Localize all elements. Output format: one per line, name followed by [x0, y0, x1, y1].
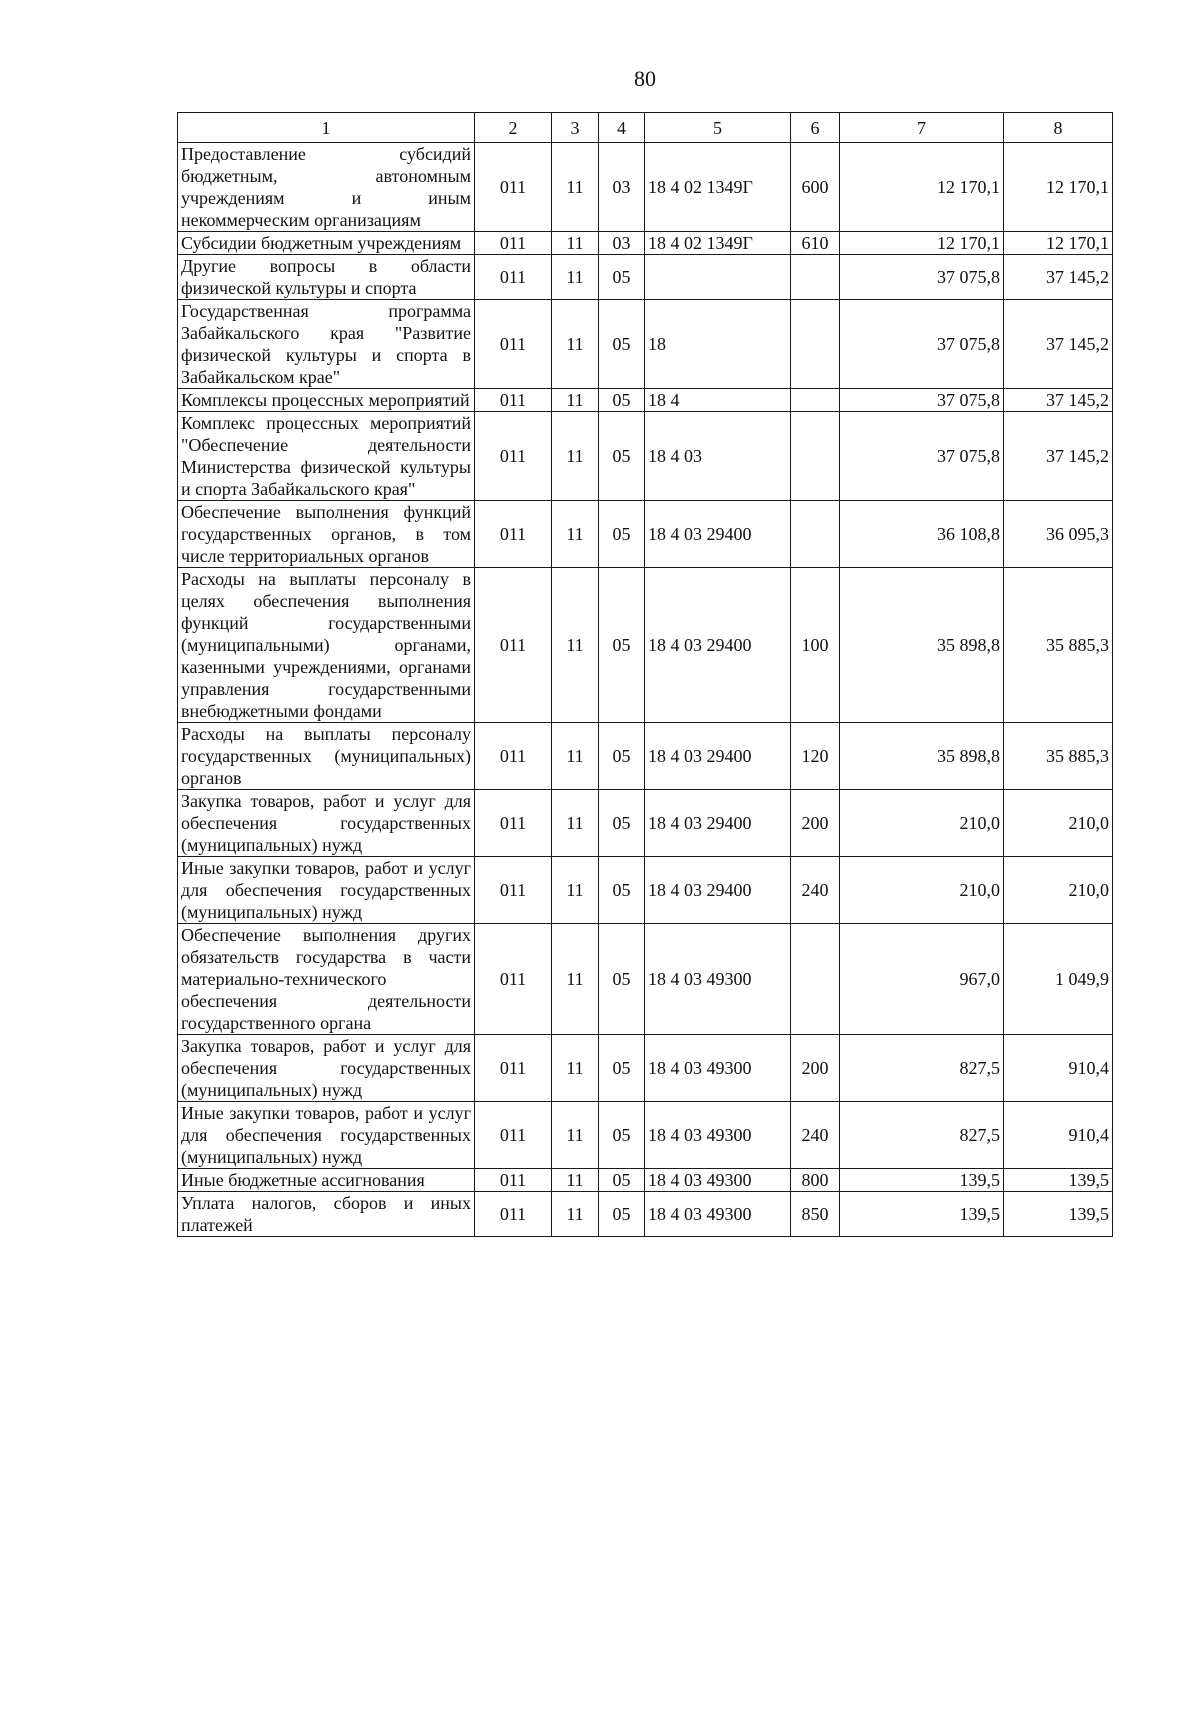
table-row — [178, 255, 1113, 300]
cell-code-4: 05 — [599, 300, 645, 389]
cell-code-2: 011 — [475, 300, 552, 389]
cell-target-code: 18 4 03 49300 — [645, 1192, 791, 1237]
row-name: Расходы на выплаты персоналу государственных (муниципальных) органов — [178, 723, 475, 790]
cell-amount-8: 37 145,2 — [1004, 300, 1113, 389]
cell-amount-8: 37 145,2 — [1004, 412, 1113, 501]
cell-amount-7: 35 898,8 — [840, 568, 1004, 723]
column-header-3: 3 — [552, 113, 599, 143]
cell-target-code: 18 4 02 1349Г — [645, 143, 791, 232]
cell-code-2: 011 — [475, 143, 552, 232]
column-header-6: 6 — [791, 113, 840, 143]
cell-expense-type — [791, 501, 840, 568]
cell-code-3: 11 — [552, 300, 599, 389]
table-row — [178, 1035, 1113, 1102]
row-name: Расходы на выплаты персоналу в целях обеспечения выполнения функций государственными (муниципальными) органами, казенными учреждениями, органами управления государственными внебюджетными фондами — [178, 568, 475, 723]
row-name: Иные бюджетные ассигнования — [178, 1169, 475, 1192]
table-row — [178, 1192, 1113, 1237]
table-row — [178, 501, 1113, 568]
row-name: Обеспечение выполнения других обязательств государства в части материально-технического обеспечения деятельности государственного органа — [178, 924, 475, 1035]
table-row — [178, 143, 1113, 232]
cell-code-2: 011 — [475, 1102, 552, 1169]
budget-table — [177, 112, 1113, 1237]
cell-code-4: 05 — [599, 723, 645, 790]
table-row — [178, 568, 1113, 723]
row-name: Субсидии бюджетным учреждениям — [178, 232, 475, 255]
cell-code-3: 11 — [552, 1035, 599, 1102]
cell-code-2: 011 — [475, 501, 552, 568]
cell-code-3: 11 — [552, 232, 599, 255]
cell-expense-type: 200 — [791, 790, 840, 857]
cell-expense-type: 200 — [791, 1035, 840, 1102]
cell-amount-7: 139,5 — [840, 1169, 1004, 1192]
cell-target-code: 18 4 03 29400 — [645, 723, 791, 790]
cell-code-3: 11 — [552, 1169, 599, 1192]
row-name: Закупка товаров, работ и услуг для обеспечения государственных (муниципальных) нужд — [178, 1035, 475, 1102]
row-name: Предоставление субсидий бюджетным, автономным учреждениям и иным некоммерческим организациям — [178, 143, 475, 232]
cell-code-2: 011 — [475, 790, 552, 857]
cell-amount-8: 37 145,2 — [1004, 389, 1113, 412]
row-name: Государственная программа Забайкальского края "Развитие физической культуры и спорта в Забайкальском крае" — [178, 300, 475, 389]
row-name: Иные закупки товаров, работ и услуг для обеспечения государственных (муниципальных) нужд — [178, 1102, 475, 1169]
cell-code-3: 11 — [552, 143, 599, 232]
cell-code-4: 05 — [599, 790, 645, 857]
cell-code-3: 11 — [552, 501, 599, 568]
cell-code-2: 011 — [475, 232, 552, 255]
cell-expense-type — [791, 412, 840, 501]
cell-code-2: 011 — [475, 389, 552, 412]
row-name: Обеспечение выполнения функций государственных органов, в том числе территориальных органов — [178, 501, 475, 568]
cell-code-4: 05 — [599, 568, 645, 723]
cell-code-4: 05 — [599, 1192, 645, 1237]
cell-code-2: 011 — [475, 857, 552, 924]
cell-amount-8: 12 170,1 — [1004, 143, 1113, 232]
table-row — [178, 723, 1113, 790]
cell-code-4: 05 — [599, 857, 645, 924]
cell-amount-7: 37 075,8 — [840, 389, 1004, 412]
cell-expense-type: 240 — [791, 857, 840, 924]
cell-amount-7: 37 075,8 — [840, 412, 1004, 501]
header-row — [178, 113, 1113, 143]
table-row — [178, 300, 1113, 389]
cell-target-code: 18 4 03 29400 — [645, 857, 791, 924]
cell-target-code: 18 4 03 49300 — [645, 1102, 791, 1169]
cell-expense-type — [791, 300, 840, 389]
cell-target-code: 18 4 03 29400 — [645, 501, 791, 568]
cell-code-2: 011 — [475, 255, 552, 300]
cell-amount-7: 37 075,8 — [840, 255, 1004, 300]
cell-amount-8: 35 885,3 — [1004, 723, 1113, 790]
cell-expense-type: 800 — [791, 1169, 840, 1192]
cell-amount-8: 37 145,2 — [1004, 255, 1113, 300]
cell-expense-type — [791, 389, 840, 412]
cell-amount-8: 139,5 — [1004, 1169, 1113, 1192]
cell-expense-type — [791, 924, 840, 1035]
cell-code-4: 05 — [599, 389, 645, 412]
cell-target-code: 18 4 03 49300 — [645, 1169, 791, 1192]
cell-code-3: 11 — [552, 389, 599, 412]
cell-amount-7: 139,5 — [840, 1192, 1004, 1237]
cell-amount-7: 37 075,8 — [840, 300, 1004, 389]
cell-code-3: 11 — [552, 255, 599, 300]
column-header-5: 5 — [645, 113, 791, 143]
row-name: Комплекс процессных мероприятий "Обеспечение деятельности Министерства физической культуры и спорта Забайкальского края" — [178, 412, 475, 501]
cell-target-code: 18 — [645, 300, 791, 389]
table-row — [178, 857, 1113, 924]
cell-code-4: 05 — [599, 255, 645, 300]
cell-code-3: 11 — [552, 790, 599, 857]
cell-code-3: 11 — [552, 568, 599, 723]
cell-code-4: 05 — [599, 501, 645, 568]
cell-code-4: 05 — [599, 412, 645, 501]
cell-expense-type: 610 — [791, 232, 840, 255]
cell-target-code: 18 4 03 29400 — [645, 568, 791, 723]
cell-code-2: 011 — [475, 924, 552, 1035]
cell-code-3: 11 — [552, 1192, 599, 1237]
table-row — [178, 1102, 1113, 1169]
cell-code-4: 03 — [599, 143, 645, 232]
cell-code-4: 03 — [599, 232, 645, 255]
cell-expense-type: 600 — [791, 143, 840, 232]
cell-expense-type: 240 — [791, 1102, 840, 1169]
cell-code-2: 011 — [475, 1035, 552, 1102]
cell-expense-type: 120 — [791, 723, 840, 790]
cell-expense-type — [791, 255, 840, 300]
table-row — [178, 232, 1113, 255]
table-row — [178, 1169, 1113, 1192]
column-header-8: 8 — [1004, 113, 1113, 143]
cell-amount-7: 827,5 — [840, 1102, 1004, 1169]
cell-target-code: 18 4 03 — [645, 412, 791, 501]
cell-amount-8: 210,0 — [1004, 857, 1113, 924]
row-name: Другие вопросы в области физической культуры и спорта — [178, 255, 475, 300]
column-header-1: 1 — [178, 113, 475, 143]
cell-code-3: 11 — [552, 412, 599, 501]
cell-target-code: 18 4 — [645, 389, 791, 412]
cell-amount-8: 35 885,3 — [1004, 568, 1113, 723]
cell-amount-8: 910,4 — [1004, 1035, 1113, 1102]
cell-amount-8: 210,0 — [1004, 790, 1113, 857]
cell-amount-8: 1 049,9 — [1004, 924, 1113, 1035]
column-header-2: 2 — [475, 113, 552, 143]
cell-code-3: 11 — [552, 857, 599, 924]
table-row — [178, 389, 1113, 412]
cell-amount-8: 36 095,3 — [1004, 501, 1113, 568]
row-name: Уплата налогов, сборов и иных платежей — [178, 1192, 475, 1237]
cell-target-code: 18 4 03 29400 — [645, 790, 791, 857]
cell-code-2: 011 — [475, 568, 552, 723]
cell-code-4: 05 — [599, 1169, 645, 1192]
cell-amount-7: 12 170,1 — [840, 143, 1004, 232]
table-row — [178, 412, 1113, 501]
cell-code-2: 011 — [475, 412, 552, 501]
column-header-7: 7 — [840, 113, 1004, 143]
cell-amount-7: 827,5 — [840, 1035, 1004, 1102]
cell-code-2: 011 — [475, 1169, 552, 1192]
cell-code-3: 11 — [552, 1102, 599, 1169]
table-row — [178, 924, 1113, 1035]
cell-amount-7: 210,0 — [840, 790, 1004, 857]
cell-amount-7: 967,0 — [840, 924, 1004, 1035]
cell-code-3: 11 — [552, 924, 599, 1035]
cell-amount-7: 12 170,1 — [840, 232, 1004, 255]
cell-expense-type: 100 — [791, 568, 840, 723]
row-name: Закупка товаров, работ и услуг для обеспечения государственных (муниципальных) нужд — [178, 790, 475, 857]
cell-amount-8: 139,5 — [1004, 1192, 1113, 1237]
cell-code-2: 011 — [475, 1192, 552, 1237]
cell-amount-8: 910,4 — [1004, 1102, 1113, 1169]
cell-code-4: 05 — [599, 1102, 645, 1169]
cell-code-4: 05 — [599, 1035, 645, 1102]
cell-code-3: 11 — [552, 723, 599, 790]
cell-amount-8: 12 170,1 — [1004, 232, 1113, 255]
column-header-4: 4 — [599, 113, 645, 143]
cell-target-code — [645, 255, 791, 300]
cell-amount-7: 36 108,8 — [840, 501, 1004, 568]
cell-expense-type: 850 — [791, 1192, 840, 1237]
cell-target-code: 18 4 03 49300 — [645, 924, 791, 1035]
row-name: Комплексы процессных мероприятий — [178, 389, 475, 412]
page-number: 80 — [634, 66, 656, 91]
cell-target-code: 18 4 02 1349Г — [645, 232, 791, 255]
cell-code-4: 05 — [599, 924, 645, 1035]
table-row — [178, 790, 1113, 857]
row-name: Иные закупки товаров, работ и услуг для обеспечения государственных (муниципальных) нужд — [178, 857, 475, 924]
cell-code-2: 011 — [475, 723, 552, 790]
cell-amount-7: 35 898,8 — [840, 723, 1004, 790]
cell-target-code: 18 4 03 49300 — [645, 1035, 791, 1102]
cell-amount-7: 210,0 — [840, 857, 1004, 924]
